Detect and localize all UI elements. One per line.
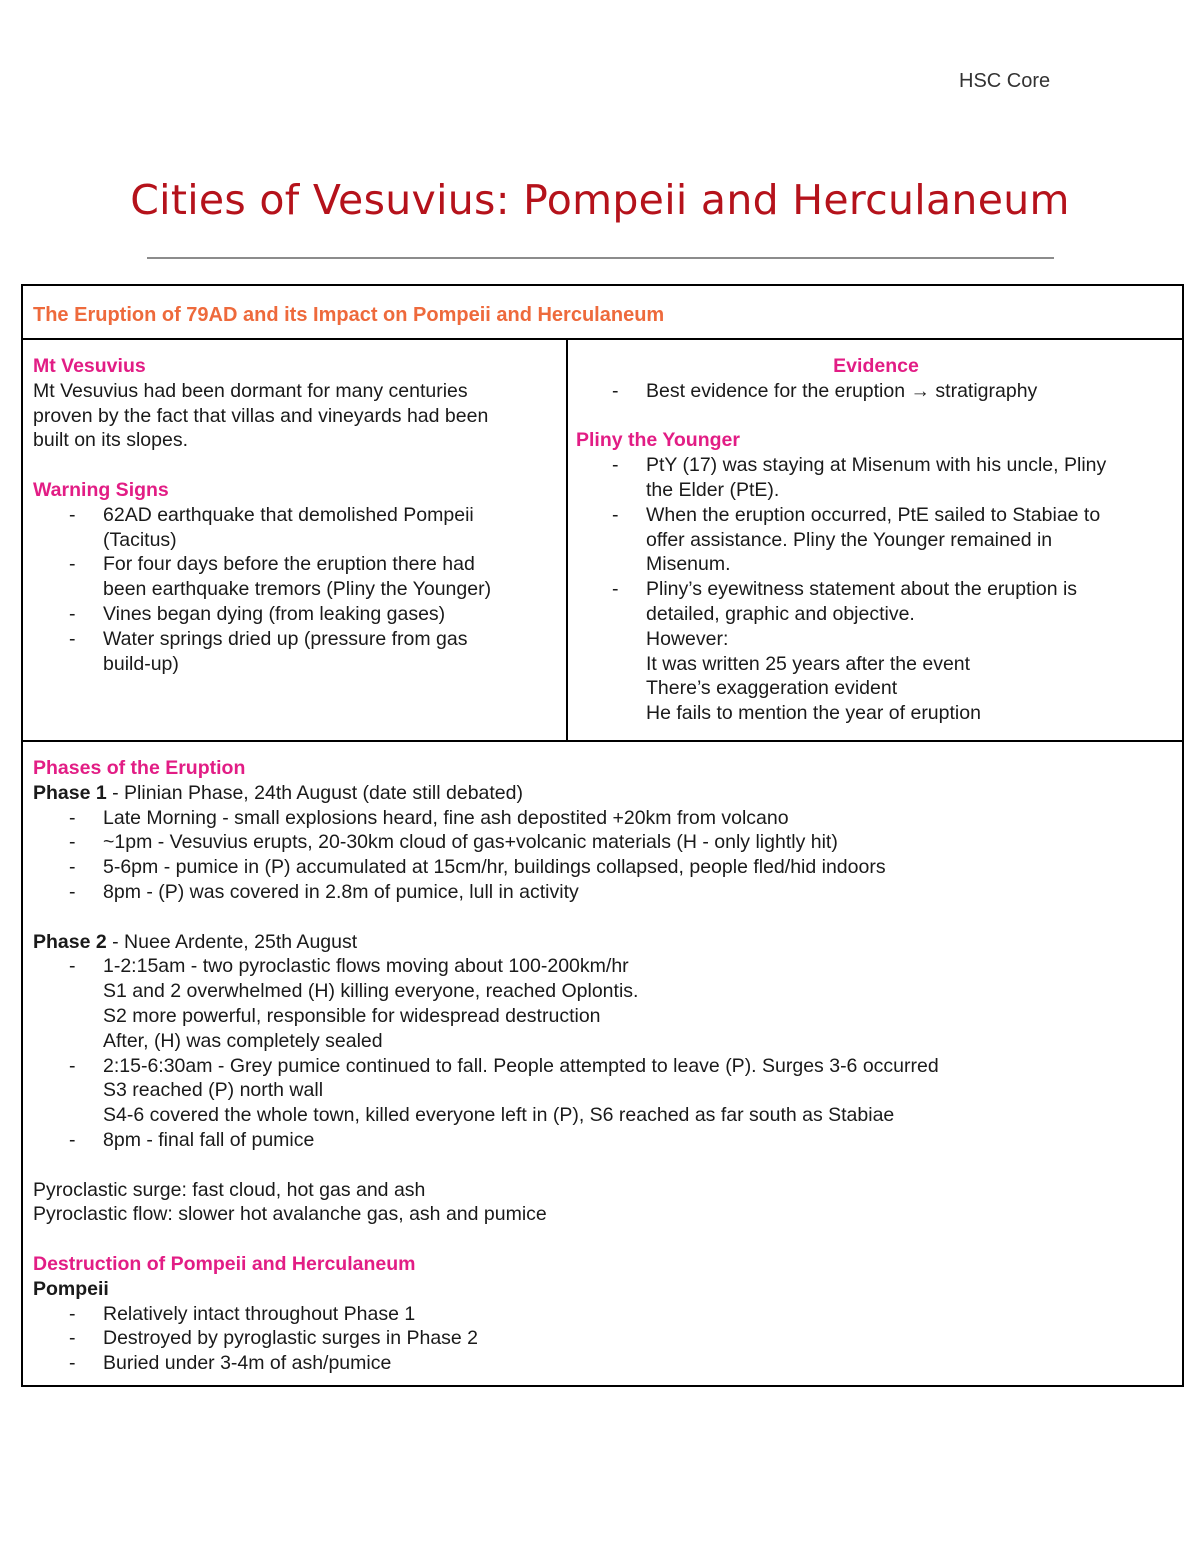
item-line: - Vines began dying (from leaking gases) (103, 602, 446, 625)
vesuvius-cell (21, 338, 568, 742)
warning-signs-list (33, 503, 563, 677)
vesuvius-text (33, 379, 563, 453)
item-line: - 62AD earthquake that demolished Pompeii (103, 503, 474, 526)
item-line: S2 more powerful, responsible for widespread destruction (103, 1004, 601, 1027)
phase2-text: - Nuee Ardente, 25th August (106, 930, 358, 953)
definition-flow: Pyroclastic flow: slower hot avalanche gas, ash and pumice (33, 1203, 547, 1226)
item-line: There’s exaggeration evident (646, 677, 898, 700)
list-item (33, 880, 1173, 905)
list-item (33, 1302, 1173, 1327)
item-line: - 8pm - (P) was covered in 2.8m of pumice, lull in activity (103, 880, 579, 903)
phase2-line (33, 930, 1173, 955)
pliny-list (576, 453, 1176, 726)
title-divider (147, 257, 1054, 259)
phase2-label: Phase 2 (33, 930, 107, 953)
section-heading-cell (21, 284, 1184, 340)
evidence-cell (566, 338, 1184, 742)
item-line: - PtY (17) was staying at Misenum with his uncle, Pliny (646, 454, 1107, 477)
page-title: Cities of Vesuvius: Pompeii and Herculaneum (130, 176, 1070, 224)
phase2-list (33, 954, 1173, 1152)
phases-cell (21, 740, 1184, 1387)
section-heading: The Eruption of 79AD and its Impact on Pompeii and Herculaneum (33, 304, 665, 326)
list-item (576, 577, 1176, 726)
vesuvius-heading: Mt Vesuvius (33, 355, 146, 377)
item-line: - Best evidence for the eruption → stratigraphy (646, 379, 1038, 402)
item-line: - 8pm - final fall of pumice (103, 1128, 315, 1151)
list-item (33, 602, 563, 627)
phase1-list (33, 806, 1173, 905)
phase1-text: - Plinian Phase, 24th August (date still debated) (106, 781, 523, 804)
list-item (33, 1326, 1173, 1351)
item-line: After, (H) was completely sealed (103, 1029, 383, 1052)
pliny-heading: Pliny the Younger (576, 429, 740, 452)
item-line: S1 and 2 overwhelmed (H) killing everyone, reached Oplontis. (103, 980, 639, 1003)
list-item (576, 503, 1176, 577)
item-line: He fails to mention the year of eruption (646, 702, 981, 725)
definition-surge: Pyroclastic surge: fast cloud, hot gas and ash (33, 1178, 426, 1201)
item-line: - When the eruption occurred, PtE sailed to Stabiae to (646, 503, 1101, 526)
pompeii-label: Pompeii (33, 1277, 109, 1300)
evidence-content (576, 354, 1176, 726)
list-item (576, 379, 1176, 404)
list-item (33, 855, 1173, 880)
text-line: built on its slopes. (33, 429, 189, 452)
warning-signs-heading: Warning Signs (33, 478, 169, 501)
pompeii-list (33, 1302, 1173, 1376)
list-item (33, 1054, 1173, 1128)
item-line: However: (646, 627, 729, 650)
item-line: - For four days before the eruption there had (103, 553, 475, 576)
item-line: - 1-2:15am - two pyroclastic flows moving about 100-200km/hr (103, 955, 629, 978)
item-line: It was written 25 years after the event (646, 652, 971, 675)
list-item (33, 552, 563, 602)
evidence-heading: Evidence (833, 355, 919, 377)
list-item (33, 503, 563, 553)
item-line: (Tacitus) (103, 528, 177, 551)
item-line: been earthquake tremors (Pliny the Younger) (103, 578, 492, 601)
item-line: - Pliny’s eyewitness statement about the eruption is (646, 578, 1078, 601)
item-line: - Buried under 3-4m of ash/pumice (103, 1352, 392, 1375)
item-line: Misenum. (646, 553, 731, 576)
item-line: the Elder (PtE). (646, 478, 780, 501)
item-line: - Destroyed by pyroglastic surges in Phase 2 (103, 1327, 479, 1350)
item-line: S4-6 covered the whole town, killed everyone left in (P), S6 reached as far south as Stabiae (103, 1104, 895, 1127)
phases-content (33, 756, 1173, 1376)
item-line: detailed, graphic and objective. (646, 602, 915, 625)
text-line: Mt Vesuvius had been dormant for many centuries (33, 379, 468, 402)
evidence-list (576, 379, 1176, 404)
item-line: - Water springs dried up (pressure from gas (103, 627, 468, 650)
list-item (33, 954, 1173, 1053)
phase1-label: Phase 1 (33, 781, 107, 804)
item-line: - 2:15-6:30am - Grey pumice continued to fall. People attempted to leave (P). Surges 3-6 occurred (103, 1054, 939, 1077)
list-item (33, 806, 1173, 831)
item-line: - Relatively intact throughout Phase 1 (103, 1302, 416, 1325)
item-line: offer assistance. Pliny the Younger remained in (646, 528, 1053, 551)
item-line: - Late Morning - small explosions heard, fine ash depostited +20km from volcano (103, 806, 789, 829)
destruction-heading: Destruction of Pompeii and Herculaneum (33, 1252, 416, 1275)
item-line: - 5-6pm - pumice in (P) accumulated at 15cm/hr, buildings collapsed, people fled/hid indoors (103, 856, 886, 879)
list-item (576, 453, 1176, 503)
list-item (33, 830, 1173, 855)
list-item (33, 627, 563, 677)
header-tag: HSC Core (959, 70, 1051, 92)
vesuvius-content (33, 354, 563, 676)
list-item (33, 1128, 1173, 1153)
list-item (33, 1351, 1173, 1376)
phases-heading: Phases of the Eruption (33, 757, 246, 779)
item-line: build-up) (103, 652, 179, 675)
item-line: - ~1pm - Vesuvius erupts, 20-30km cloud of gas+volcanic materials (H - only lightly hit) (103, 831, 838, 854)
text-line: proven by the fact that villas and vineyards had been (33, 404, 489, 427)
item-line: S3 reached (P) north wall (103, 1079, 324, 1102)
phase1-line (33, 781, 1173, 806)
